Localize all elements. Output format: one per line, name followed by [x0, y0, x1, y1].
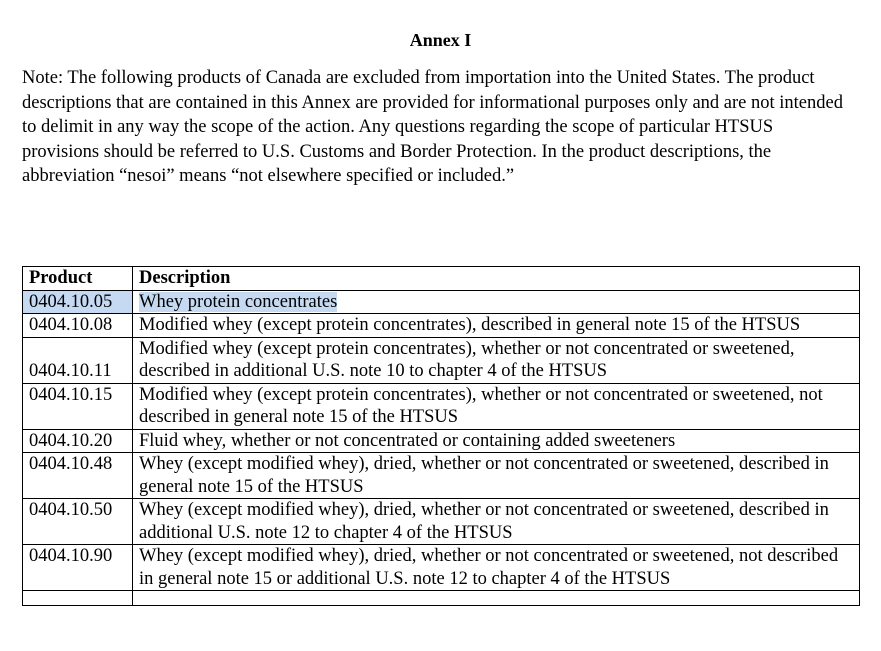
product-description[interactable]: Fluid whey, whether or not concentrated or containing added sweeteners — [133, 429, 860, 453]
table-row — [23, 383, 860, 429]
product-code[interactable]: 0404.10.08 — [23, 314, 133, 338]
product-code[interactable]: 0404.10.20 — [23, 429, 133, 453]
product-code-partial — [23, 591, 133, 606]
product-code[interactable]: 0404.10.05 — [23, 290, 133, 314]
table-row — [23, 314, 860, 338]
product-description[interactable]: Whey (except modified whey), dried, whether or not concentrated or sweetened, described in general note 15 of the HTSUS — [133, 453, 860, 499]
product-code[interactable]: 0404.10.90 — [23, 545, 133, 591]
table-row — [23, 499, 860, 545]
product-description[interactable]: Whey (except modified whey), dried, whether or not concentrated or sweetened, not described in general note 15 or additional U.S. note 12 to chapter 4 of the HTSUS — [133, 545, 860, 591]
product-description[interactable]: Modified whey (except protein concentrates), described in general note 15 of the HTSUS — [133, 314, 860, 338]
table-header-row — [23, 267, 860, 291]
table-row — [23, 453, 860, 499]
product-description-partial — [133, 591, 860, 606]
products-table — [22, 266, 860, 606]
product-description[interactable]: Modified whey (except protein concentrates), whether or not concentrated or sweetened, described in additional U.S. note 10 to chapter 4 of the HTSUS — [133, 337, 860, 383]
product-column-header: Product — [23, 267, 133, 291]
annex-note — [22, 66, 852, 189]
table-row — [23, 337, 860, 383]
product-code[interactable]: 0404.10.48 — [23, 453, 133, 499]
product-code[interactable]: 0404.10.50 — [23, 499, 133, 545]
highlighted-description[interactable]: Whey protein concentrates — [139, 291, 338, 312]
product-description[interactable]: Whey (except modified whey), dried, whether or not concentrated or sweetened, described in additional U.S. note 12 to chapter 4 of the HTSUS — [133, 499, 860, 545]
product-description[interactable] — [133, 290, 860, 314]
product-code[interactable]: 0404.10.11 — [23, 337, 133, 383]
table-row — [23, 545, 860, 591]
table-row — [23, 290, 860, 314]
table-row-partial — [23, 591, 860, 606]
product-description[interactable]: Modified whey (except protein concentrates), whether or not concentrated or sweetened, not described in general note 15 of the HTSUS — [133, 383, 860, 429]
description-column-header: Description — [133, 267, 860, 291]
table-row — [23, 429, 860, 453]
note-paragraph: Note: The following products of Canada are excluded from importation into the United States. The product descriptions that are contained in this Annex are provided for informational purposes only and are not intended to delimit in any way the scope of the action. Any questions regarding the scope of particular HTSUS provisions should be referred to U.S. Customs and Border Protection. In the product descriptions, the abbreviation “nesoi” means “not elsewhere specified or included.” — [22, 68, 843, 187]
product-code[interactable]: 0404.10.15 — [23, 383, 133, 429]
annex-title: Annex I — [409, 30, 472, 50]
